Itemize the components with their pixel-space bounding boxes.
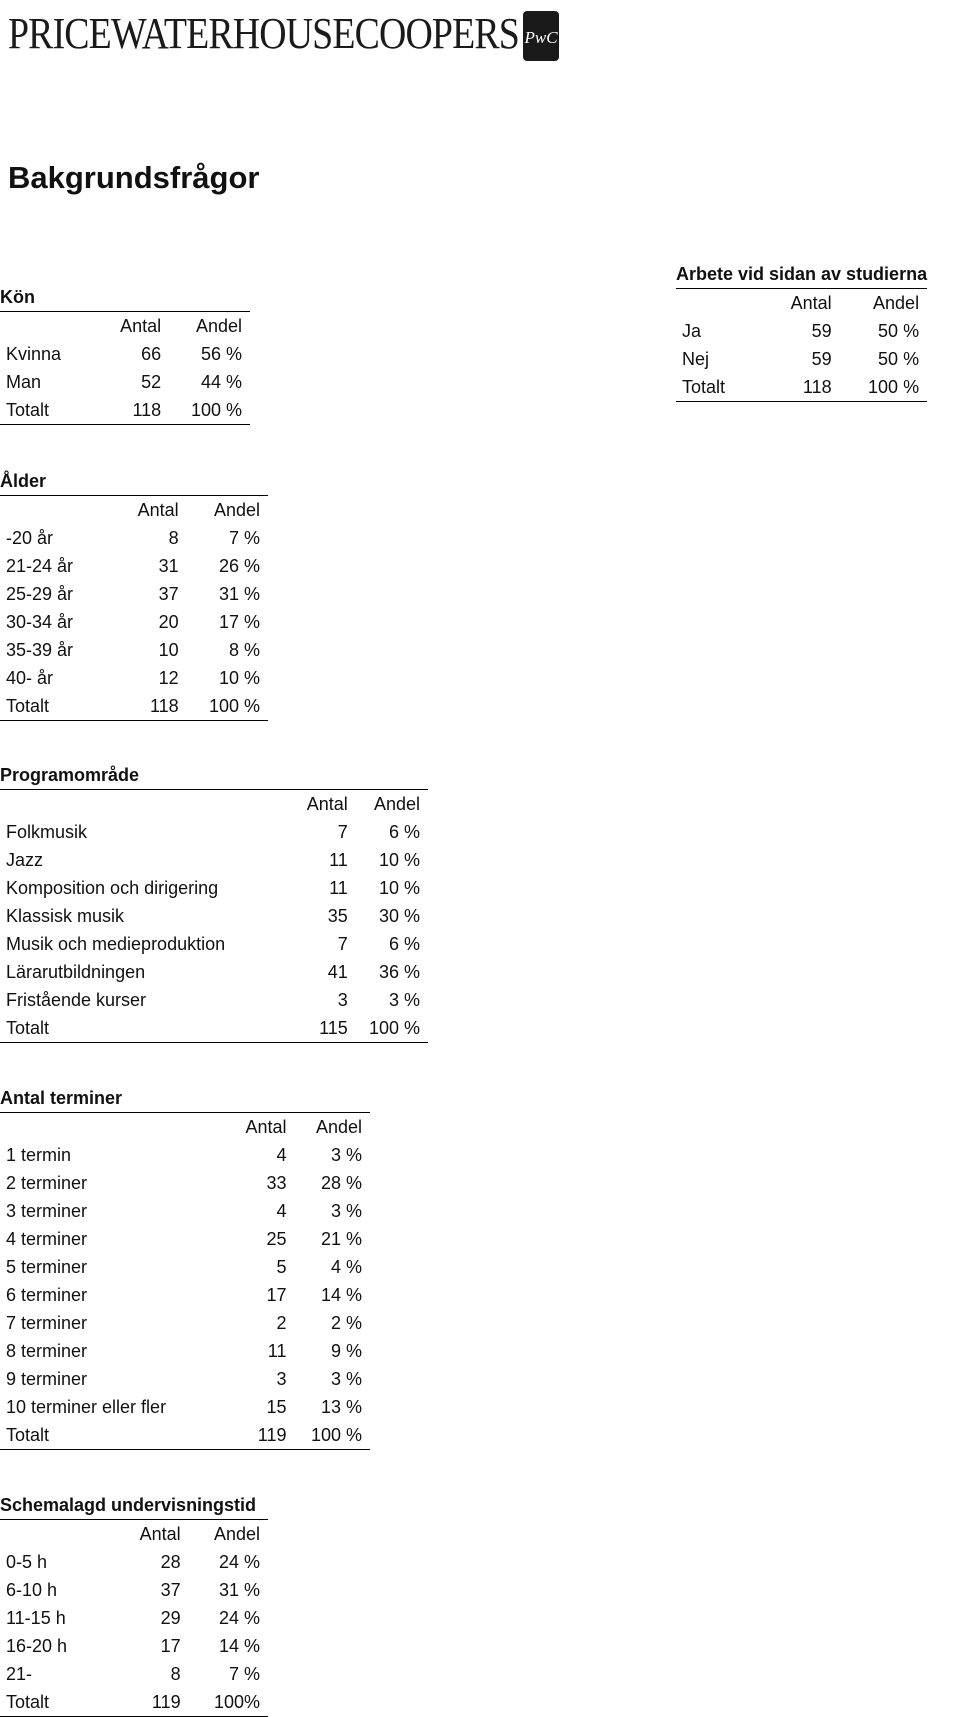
logo-monogram-text: PwC: [524, 28, 558, 47]
cell-antal: 115: [290, 1014, 348, 1043]
header-label: [0, 1520, 112, 1549]
cell-andel: 10 %: [378, 878, 420, 898]
cell-antal: 20: [158, 612, 179, 632]
cell-antal: 7: [337, 934, 348, 954]
table-row: [676, 317, 927, 345]
header-antal: Antal: [112, 1520, 180, 1549]
table-row: [0, 1604, 268, 1632]
cell-andel: 24 %: [218, 1552, 260, 1572]
header-label: [676, 289, 763, 318]
cell-andel: 100%: [181, 1688, 268, 1717]
cell-label: Totalt: [0, 692, 114, 721]
cell-andel: 31 %: [218, 1580, 260, 1600]
header-andel: Andel: [181, 1520, 268, 1549]
table-row: [0, 1632, 268, 1660]
cell-antal: 37: [160, 1580, 181, 1600]
cell-label: 6 terminer: [6, 1285, 88, 1305]
table-kon: [0, 283, 250, 425]
table-row: [0, 958, 428, 986]
table-row: [0, 368, 250, 396]
cell-antal: 4: [276, 1201, 287, 1221]
cell-label: Jazz: [6, 850, 44, 870]
cell-label: 0-5 h: [6, 1552, 48, 1572]
table-total-row: [0, 1421, 370, 1450]
cell-label: Man: [6, 372, 42, 392]
cell-label: 3 terminer: [6, 1201, 88, 1221]
header-antal: Antal: [290, 790, 348, 819]
cell-label: 8 terminer: [6, 1341, 88, 1361]
company-logo: [8, 2, 560, 68]
table-row: [0, 524, 268, 552]
table-row: [0, 930, 428, 958]
cell-antal: 10: [158, 640, 179, 660]
cell-antal: 66: [141, 344, 162, 364]
cell-andel: 17 %: [218, 612, 260, 632]
table-header-row: [0, 496, 268, 525]
header-label: [0, 496, 114, 525]
table-row: [0, 1309, 370, 1337]
cell-antal: 8: [168, 528, 179, 548]
cell-label: 30-34 år: [6, 612, 74, 632]
cell-label: Folkmusik: [6, 822, 88, 842]
cell-antal: 28: [160, 1552, 181, 1572]
cell-antal: 118: [97, 396, 161, 425]
cell-label: Musik och medieproduktion: [6, 934, 226, 954]
cell-andel: 56 %: [200, 344, 242, 364]
cell-antal: 17: [266, 1285, 287, 1305]
table-total-row: [0, 1014, 428, 1043]
logo-wordmark: PRICEWATERHOUSECOOPERS: [8, 9, 519, 58]
cell-label: Komposition och dirigering: [6, 878, 219, 898]
cell-andel: 4 %: [330, 1257, 362, 1277]
cell-antal: 35: [327, 906, 348, 926]
cell-antal: 31: [158, 556, 179, 576]
cell-andel: 10 %: [378, 850, 420, 870]
cell-label: 21-24 år: [6, 556, 74, 576]
table-title: Schemalagd undervisningstid: [0, 1495, 257, 1515]
header-antal: Antal: [226, 1113, 286, 1142]
cell-label: 9 terminer: [6, 1369, 88, 1389]
header-label: [0, 790, 290, 819]
cell-label: 10 terminer eller fler: [6, 1397, 167, 1417]
cell-antal: 11: [329, 850, 348, 870]
cell-label: 21-: [6, 1664, 33, 1684]
cell-antal: 25: [266, 1229, 287, 1249]
cell-andel: 3 %: [388, 990, 420, 1010]
cell-label: Totalt: [0, 396, 97, 425]
header-andel: Andel: [286, 1113, 370, 1142]
table-total-row: [0, 692, 268, 721]
cell-andel: 36 %: [378, 962, 420, 982]
cell-antal: 7: [337, 822, 348, 842]
table-row: [0, 1393, 370, 1421]
cell-label: Totalt: [0, 1688, 112, 1717]
cell-label: 16-20 h: [6, 1636, 68, 1656]
table-row: [0, 1169, 370, 1197]
table-row: [0, 664, 268, 692]
cell-antal: 52: [141, 372, 162, 392]
cell-antal: 5: [276, 1257, 287, 1277]
table-row: [0, 1365, 370, 1393]
cell-antal: 119: [112, 1688, 180, 1717]
cell-label: 25-29 år: [6, 584, 74, 604]
cell-label: Nej: [682, 349, 710, 369]
cell-antal: 41: [327, 962, 348, 982]
table-programomrade: [0, 761, 428, 1043]
cell-label: Ja: [682, 321, 702, 341]
table-row: [0, 874, 428, 902]
cell-label: Fristående kurser: [6, 990, 147, 1010]
cell-andel: 2 %: [330, 1313, 362, 1333]
cell-antal: 17: [160, 1636, 181, 1656]
table-row: [0, 1197, 370, 1225]
header-andel: Andel: [832, 289, 927, 318]
cell-andel: 13 %: [320, 1397, 362, 1417]
header-label: [0, 1113, 226, 1142]
cell-andel: 100 %: [161, 396, 250, 425]
table-header-row: [676, 289, 927, 318]
cell-label: -20 år: [6, 528, 54, 548]
logo-monogram-icon: [522, 10, 560, 62]
cell-label: 35-39 år: [6, 640, 74, 660]
table-total-row: [0, 396, 250, 425]
table-total-row: [0, 1688, 268, 1717]
header-antal: Antal: [763, 289, 832, 318]
cell-antal: 118: [763, 373, 832, 402]
cell-label: Totalt: [676, 373, 763, 402]
table-header-row: [0, 312, 250, 341]
header-antal: Antal: [97, 312, 161, 341]
cell-andel: 100 %: [286, 1421, 370, 1450]
cell-antal: 119: [226, 1421, 286, 1450]
table-antal-terminer: [0, 1084, 370, 1450]
table-row: [0, 1576, 268, 1604]
cell-antal: 12: [158, 668, 179, 688]
table-row: [0, 902, 428, 930]
cell-label: Kvinna: [6, 344, 62, 364]
table-title: Arbete vid sidan av studierna: [676, 264, 928, 284]
cell-label: 2 terminer: [6, 1173, 88, 1193]
table-header-row: [0, 1520, 268, 1549]
cell-andel: 50 %: [878, 349, 920, 369]
table-schemalagd-tid: [0, 1491, 268, 1717]
cell-antal: 29: [160, 1608, 181, 1628]
cell-andel: 100 %: [832, 373, 927, 402]
cell-label: Klassisk musik: [6, 906, 125, 926]
cell-andel: 7 %: [228, 528, 260, 548]
table-row: [0, 1253, 370, 1281]
table-row: [0, 1548, 268, 1576]
table-row: [0, 846, 428, 874]
cell-andel: 3 %: [330, 1201, 362, 1221]
cell-andel: 6 %: [388, 822, 420, 842]
header-label: [0, 312, 97, 341]
cell-andel: 28 %: [320, 1173, 362, 1193]
table-arbete: [676, 260, 927, 402]
table-row: [0, 1225, 370, 1253]
header-andel: Andel: [179, 496, 268, 525]
cell-antal: 8: [170, 1664, 181, 1684]
table-title: Programområde: [0, 765, 140, 785]
table-row: [0, 986, 428, 1014]
cell-andel: 7 %: [228, 1664, 260, 1684]
cell-antal: 118: [114, 692, 179, 721]
header-andel: Andel: [348, 790, 428, 819]
cell-antal: 59: [811, 349, 832, 369]
cell-andel: 21 %: [320, 1229, 362, 1249]
table-title: Kön: [0, 287, 35, 307]
cell-andel: 9 %: [330, 1341, 362, 1361]
table-title: Ålder: [0, 471, 47, 491]
cell-andel: 31 %: [218, 584, 260, 604]
cell-andel: 14 %: [218, 1636, 260, 1656]
cell-antal: 59: [811, 321, 832, 341]
cell-label: Lärarutbildningen: [6, 962, 146, 982]
cell-andel: 3 %: [330, 1369, 362, 1389]
table-row: [0, 608, 268, 636]
header-antal: Antal: [114, 496, 179, 525]
table-header-row: [0, 790, 428, 819]
cell-antal: 33: [266, 1173, 287, 1193]
table-row: [676, 345, 927, 373]
page-title: Bakgrundsfrågor: [8, 160, 260, 195]
table-row: [0, 818, 428, 846]
cell-label: Totalt: [0, 1421, 226, 1450]
cell-andel: 100 %: [348, 1014, 428, 1043]
table-total-row: [676, 373, 927, 402]
table-row: [0, 1660, 268, 1688]
cell-andel: 14 %: [320, 1285, 362, 1305]
cell-andel: 24 %: [218, 1608, 260, 1628]
cell-label: 40- år: [6, 668, 54, 688]
cell-label: 4 terminer: [6, 1229, 88, 1249]
cell-antal: 2: [276, 1313, 287, 1333]
cell-antal: 11: [267, 1341, 287, 1361]
cell-label: 1 termin: [6, 1145, 72, 1165]
table-row: [0, 340, 250, 368]
cell-label: 11-15 h: [6, 1608, 66, 1628]
table-alder: [0, 467, 268, 721]
cell-andel: 26 %: [218, 556, 260, 576]
table-row: [0, 1141, 370, 1169]
cell-antal: 4: [276, 1145, 287, 1165]
table-title: Antal terminer: [0, 1088, 123, 1108]
table-row: [0, 1281, 370, 1309]
table-row: [0, 580, 268, 608]
cell-label: 6-10 h: [6, 1580, 58, 1600]
cell-andel: 8 %: [228, 640, 260, 660]
cell-label: Totalt: [0, 1014, 290, 1043]
cell-andel: 6 %: [388, 934, 420, 954]
cell-antal: 3: [276, 1369, 287, 1389]
cell-andel: 3 %: [330, 1145, 362, 1165]
cell-antal: 3: [337, 990, 348, 1010]
cell-antal: 15: [266, 1397, 287, 1417]
table-row: [0, 552, 268, 580]
cell-andel: 44 %: [200, 372, 242, 392]
cell-antal: 37: [158, 584, 179, 604]
cell-label: 7 terminer: [6, 1313, 88, 1333]
cell-andel: 10 %: [218, 668, 260, 688]
cell-andel: 30 %: [378, 906, 420, 926]
cell-label: 5 terminer: [6, 1257, 88, 1277]
cell-antal: 11: [329, 878, 348, 898]
table-header-row: [0, 1113, 370, 1142]
header-andel: Andel: [161, 312, 250, 341]
cell-andel: 50 %: [878, 321, 920, 341]
table-row: [0, 636, 268, 664]
cell-andel: 100 %: [179, 692, 268, 721]
table-row: [0, 1337, 370, 1365]
